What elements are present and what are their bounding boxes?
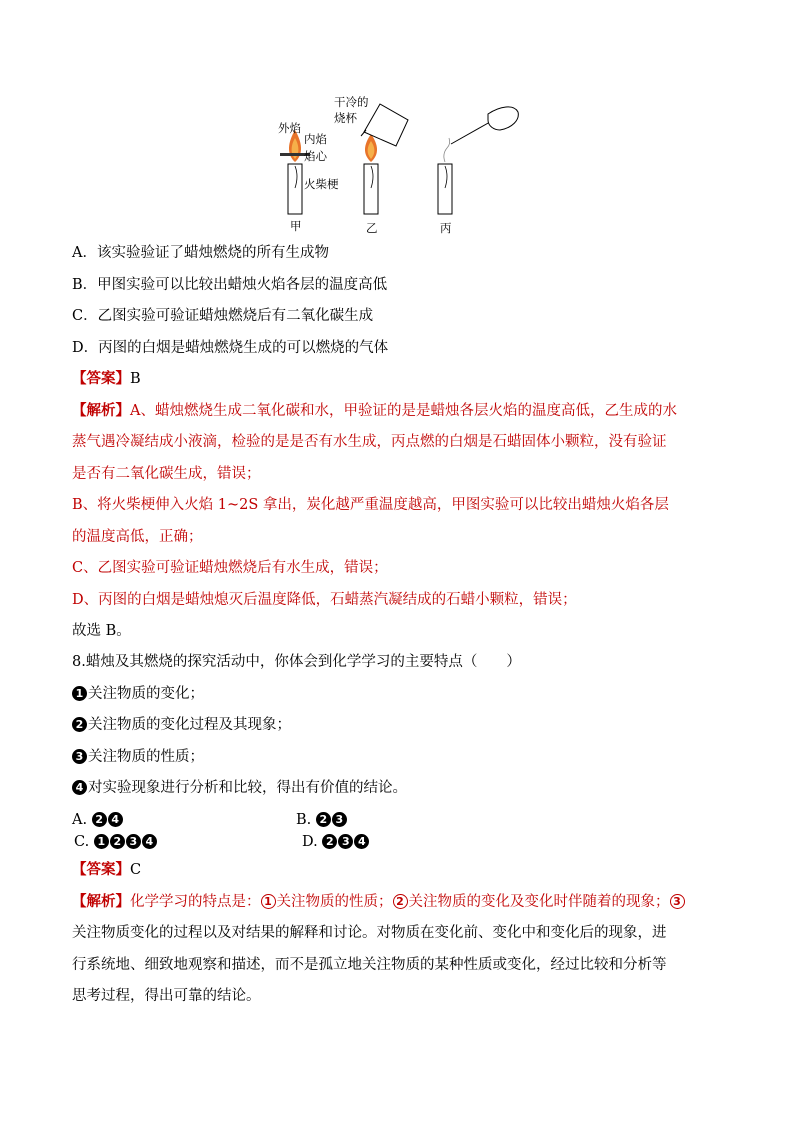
label-inner-flame: 内焰 [304, 132, 327, 146]
q7-analysis-line-3: 是否有二氧化碳生成，错误； [72, 466, 261, 482]
label-yi: 乙 [366, 221, 378, 235]
answer-label: 【答案】 [72, 861, 130, 878]
answer-value: B [130, 371, 141, 387]
candle-diagram [268, 92, 528, 238]
option-label: A. [72, 812, 88, 828]
circled-number: 3 [338, 834, 353, 849]
q7-option-d: D．丙图的白烟是蜡烛燃烧生成的可以燃烧的气体 [72, 340, 389, 356]
q7-option-b: B．甲图实验可以比较出蜡烛火焰各层的温度高低 [72, 277, 388, 293]
circled-number: 2 [316, 812, 331, 827]
analysis-text: 关注物质的变化及变化时伴随着的现象； [408, 894, 670, 910]
label-matchstick: 火柴梗 [304, 177, 339, 191]
circled-number: 4 [72, 780, 87, 795]
q8-item-4 [72, 778, 407, 798]
q8-analysis-line-3: 行系统地、细致地观察和描述，而不是孤立地关注物质的某种性质或变化，经过比较和分析等 [72, 957, 667, 973]
label-bing: 丙 [440, 221, 452, 235]
item-text: 关注物质的性质； [88, 749, 204, 765]
item-text: 关注物质的变化； [88, 686, 204, 702]
answer-value: C [130, 862, 142, 878]
circled-number: 3 [332, 812, 347, 827]
q7-analysis-line-5: 的温度高低，正确； [72, 529, 203, 545]
circled-number: 4 [108, 812, 123, 827]
circled-number: 2 [72, 717, 87, 732]
q8-item-3 [72, 747, 204, 767]
q8-item-1 [72, 684, 204, 704]
circled-number: 4 [354, 834, 369, 849]
answer-label: 【答案】 [72, 370, 130, 387]
analysis-label: 【解析】 [72, 893, 130, 910]
option-label: D. [302, 834, 318, 850]
analysis-text: A、蜡烛燃烧生成二氧化碳和水，甲验证的是是蜡烛各层火焰的温度高低，乙生成的水 [130, 403, 677, 419]
circled-number: 2 [322, 834, 337, 849]
circled-number: 3 [126, 834, 141, 849]
q8-option-c [74, 832, 158, 852]
q8-analysis-line-2: 关注物质变化的过程以及对结果的解释和讨论。对物质在变化前、变化中和变化后的现象，进 [72, 925, 667, 941]
q7-analysis-line-1 [72, 401, 677, 421]
q8-answer [72, 860, 141, 880]
candle-bing [438, 107, 518, 214]
candle-yi [361, 104, 408, 214]
item-text: 对实验现象进行分析和比较，得出有价值的结论。 [88, 780, 407, 796]
q8-stem: 8.蜡烛及其燃烧的探究活动中，你体会到化学学习的主要特点（ ） [72, 654, 521, 670]
analysis-text: 关注物质的性质； [276, 894, 393, 910]
q7-analysis-line-7: D、丙图的白烟是蜡烛熄灭后温度降低，石蜡蒸汽凝结成的石蜡小颗粒，错误； [72, 592, 577, 608]
circled-number: 3 [670, 894, 685, 909]
circled-number: 2 [110, 834, 125, 849]
q7-analysis-line-2: 蒸气遇冷凝结成小液滴，检验的是是否有水生成，丙点燃的白烟是石蜡固体小颗粒，没有验证 [72, 434, 667, 450]
label-outer-flame: 外焰 [278, 121, 301, 135]
circled-number: 1 [72, 686, 87, 701]
q8-option-d [302, 832, 370, 852]
circled-number: 4 [142, 834, 157, 849]
analysis-text: 化学学习的特点是： [130, 894, 261, 910]
analysis-label: 【解析】 [72, 402, 130, 419]
circled-number: 1 [94, 834, 109, 849]
option-label: B. [296, 812, 312, 828]
label-beaker: 烧杯 [334, 111, 357, 125]
label-jia: 甲 [290, 219, 302, 233]
q7-analysis-line-4: B、将火柴梗伸入火焰 1~2S 拿出，炭化越严重温度越高，甲图实验可以比较出蜡烛火焰各层 [72, 497, 669, 513]
q8-analysis-line-1 [72, 892, 686, 912]
q7-analysis-line-6: C、乙图实验可验证蜡烛燃烧后有水生成，错误； [72, 560, 388, 576]
candle-experiment-figure [268, 92, 528, 238]
q7-answer [72, 369, 141, 389]
item-text: 关注物质的变化过程及其现象； [88, 717, 291, 733]
q8-item-2 [72, 715, 291, 735]
q8-option-b [296, 810, 348, 830]
circled-number: 2 [92, 812, 107, 827]
q7-option-c: C．乙图实验可验证蜡烛燃烧后有二氧化碳生成 [72, 308, 374, 324]
circled-number: 3 [72, 749, 87, 764]
q8-option-a [72, 810, 124, 830]
q7-option-a: A．该实验验证了蜡烛燃烧的所有生成物 [72, 245, 329, 261]
q7-conclusion: 故选 B。 [72, 623, 131, 639]
q8-analysis-line-4: 思考过程，得出可靠的结论。 [72, 988, 261, 1004]
circled-number: 2 [393, 894, 408, 909]
option-label: C. [74, 834, 90, 850]
label-flame-core: 焰心 [304, 149, 327, 163]
label-dry-cold: 干冷的 [334, 95, 369, 109]
circled-number: 1 [261, 894, 276, 909]
